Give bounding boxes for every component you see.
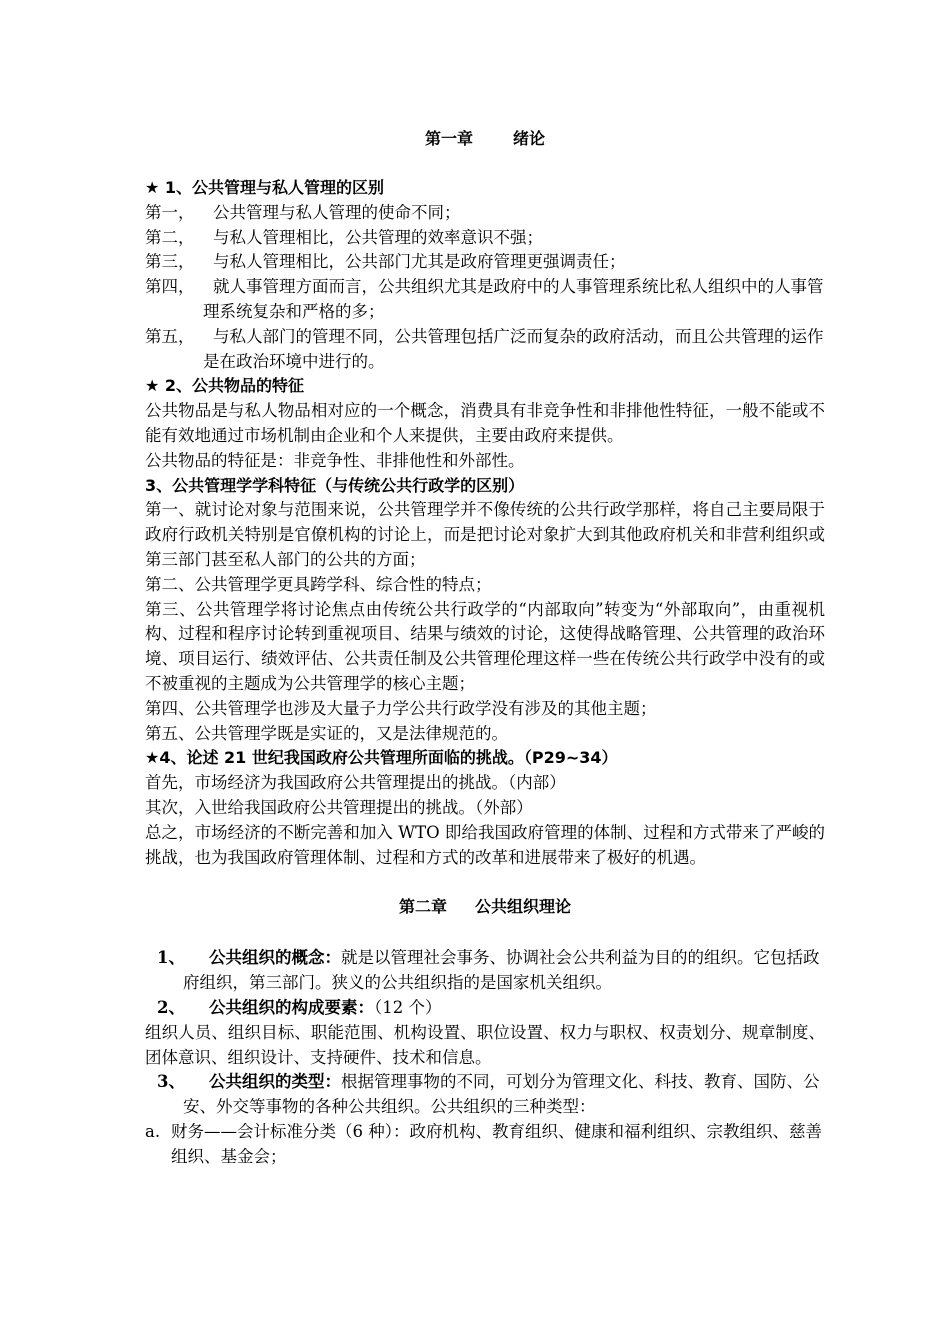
list-item-text: 与私人管理相比，公共部门尤其是政府管理更强调责任； <box>213 252 626 272</box>
paragraph: 第五、公共管理学既是实证的，又是法律规范的。 <box>145 723 508 743</box>
list-item <box>145 325 825 375</box>
paragraph: 第四、公共管理学也涉及大量子力学公共行政学没有涉及的其他主题； <box>145 698 657 718</box>
star-icon: ★ <box>145 178 160 197</box>
chapter-2-name: 公共组织理论 <box>475 897 572 917</box>
section-2-heading-text: 2、公共物品的特征 <box>164 376 305 396</box>
paragraph: 公共物品是与私人物品相对应的一个概念，消费具有非竞争性和非排他性特征，一般不能或不能有效地通过市场机制由企业和个人来提供，主要由政府来提供。 <box>145 401 825 445</box>
item-text: 财务——会计标准分类（6 种）：政府机构、教育组织、健康和福利组织、宗教组织、慈善组织、基金会； <box>171 1121 822 1166</box>
chapter-2-label: 第二章 <box>398 897 447 917</box>
paragraph: 组织人员、组织目标、职能范围、机构设置、职位设置、权力与职权、权责划分、规章制度、团体意识、组织设计、支持硬件、技术和信息。 <box>145 1022 825 1067</box>
item-key: 公共组织的类型： <box>209 1072 341 1092</box>
list-item-label: 第二， <box>145 227 195 247</box>
star-icon: ★ <box>145 376 160 396</box>
section-4-heading: ★4、论述 21 世纪我国政府公共管理所面临的挑战。（P29~34） <box>145 748 618 768</box>
list-item-text: 公共管理与私人管理的使命不同； <box>213 202 461 222</box>
paragraph: 公共物品的特征是：非竞争性、非排他性和外部性。 <box>145 450 525 470</box>
numbered-item <box>145 996 825 1021</box>
numbered-item <box>145 946 825 996</box>
list-item-label: 第三， <box>145 252 195 272</box>
paragraph: 总之，市场经济的不断完善和加入 WTO 即给我国政府管理的体制、过程和方式带来了严峻的挑战，也为我国政府管理体制、过程和方式的改革和进展带来了极好的机遇。 <box>145 822 825 867</box>
item-number: 2、 <box>157 997 185 1017</box>
list-item-text: 就人事管理方面而言，公共组织尤其是政府中的人事管理系统比私人组织中的人事管理系统复杂和严格的多； <box>203 277 824 321</box>
chapter-1-label: 第一章 <box>424 129 473 148</box>
paragraph: 首先，市场经济为我国政府公共管理提出的挑战。（内部） <box>145 773 566 793</box>
section-1-heading <box>145 176 825 201</box>
paragraph: 第二、公共管理学更具跨学科、综合性的特点； <box>145 574 492 594</box>
paragraph: 第三、公共管理学将讨论焦点由传统公共行政学的“内部取向”转变为“外部取向”，由重视机构、过程和程序讨论转到重视项目、结果与绩效的讨论，这使得战略管理、公共管理的政治环境、项目运行、绩效评估、公共责任制及公共管理伦理这样一些在传统公共行政学中没有的或不被重视的主题成为公共管理学的核心主题； <box>145 599 825 693</box>
list-item <box>145 275 825 325</box>
paragraph: 第一、就讨论对象与范围来说，公共管理学并不像传统的公共行政学那样，将自己主要局限于政府行政机关特别是官僚机构的讨论上，而是把讨论对象扩大到其他政府机关和非营利组织或第三部门甚至私人部门的公共的方面； <box>145 500 825 569</box>
chapter-2-title <box>145 892 825 922</box>
document-body <box>145 124 825 1169</box>
paragraph: 其次，入世给我国政府公共管理提出的挑战。（外部） <box>145 797 533 817</box>
item-number: 1、 <box>157 948 185 968</box>
section-3-heading: 3、公共管理学学科特征（与传统公共行政学的区别） <box>145 475 525 495</box>
item-number: 3、 <box>157 1072 185 1092</box>
list-item-text: 与私人管理相比，公共管理的效率意识不强； <box>213 227 543 247</box>
list-item-label: 第五， <box>145 326 195 346</box>
chapter-1-title <box>145 124 825 154</box>
item-letter: a. <box>145 1121 161 1141</box>
item-key: 公共组织的概念： <box>209 948 341 968</box>
list-item-label: 第一， <box>145 202 195 222</box>
list-item-text: 与私人部门的管理不同，公共管理包括广泛而复杂的政府活动，而且公共管理的运作是在政治环境中进行的。 <box>203 326 824 371</box>
section-2-heading <box>145 374 825 399</box>
item-text: 根据管理事物的不同，可划分为管理文化、科技、教育、国防、公安、外交等事物的各种公共组织。公共组织的三种类型： <box>183 1072 820 1117</box>
section-1-heading-text: 1、公共管理与私人管理的区别 <box>164 178 385 197</box>
lettered-item <box>145 1120 825 1170</box>
list-item <box>145 250 825 275</box>
chapter-1-name: 绪论 <box>513 129 546 148</box>
list-item <box>145 226 825 251</box>
list-item <box>145 201 825 226</box>
item-text: 就是以管理社会事务、协调社会公共利益为目的的组织。它包括政府组织，第三部门。狭义的公共组织指的是国家机关组织。 <box>183 948 820 993</box>
numbered-item <box>145 1070 825 1120</box>
item-key: 公共组织的构成要素： <box>209 997 374 1017</box>
list-item-label: 第四， <box>145 277 195 297</box>
item-text: （12 个） <box>374 997 442 1017</box>
